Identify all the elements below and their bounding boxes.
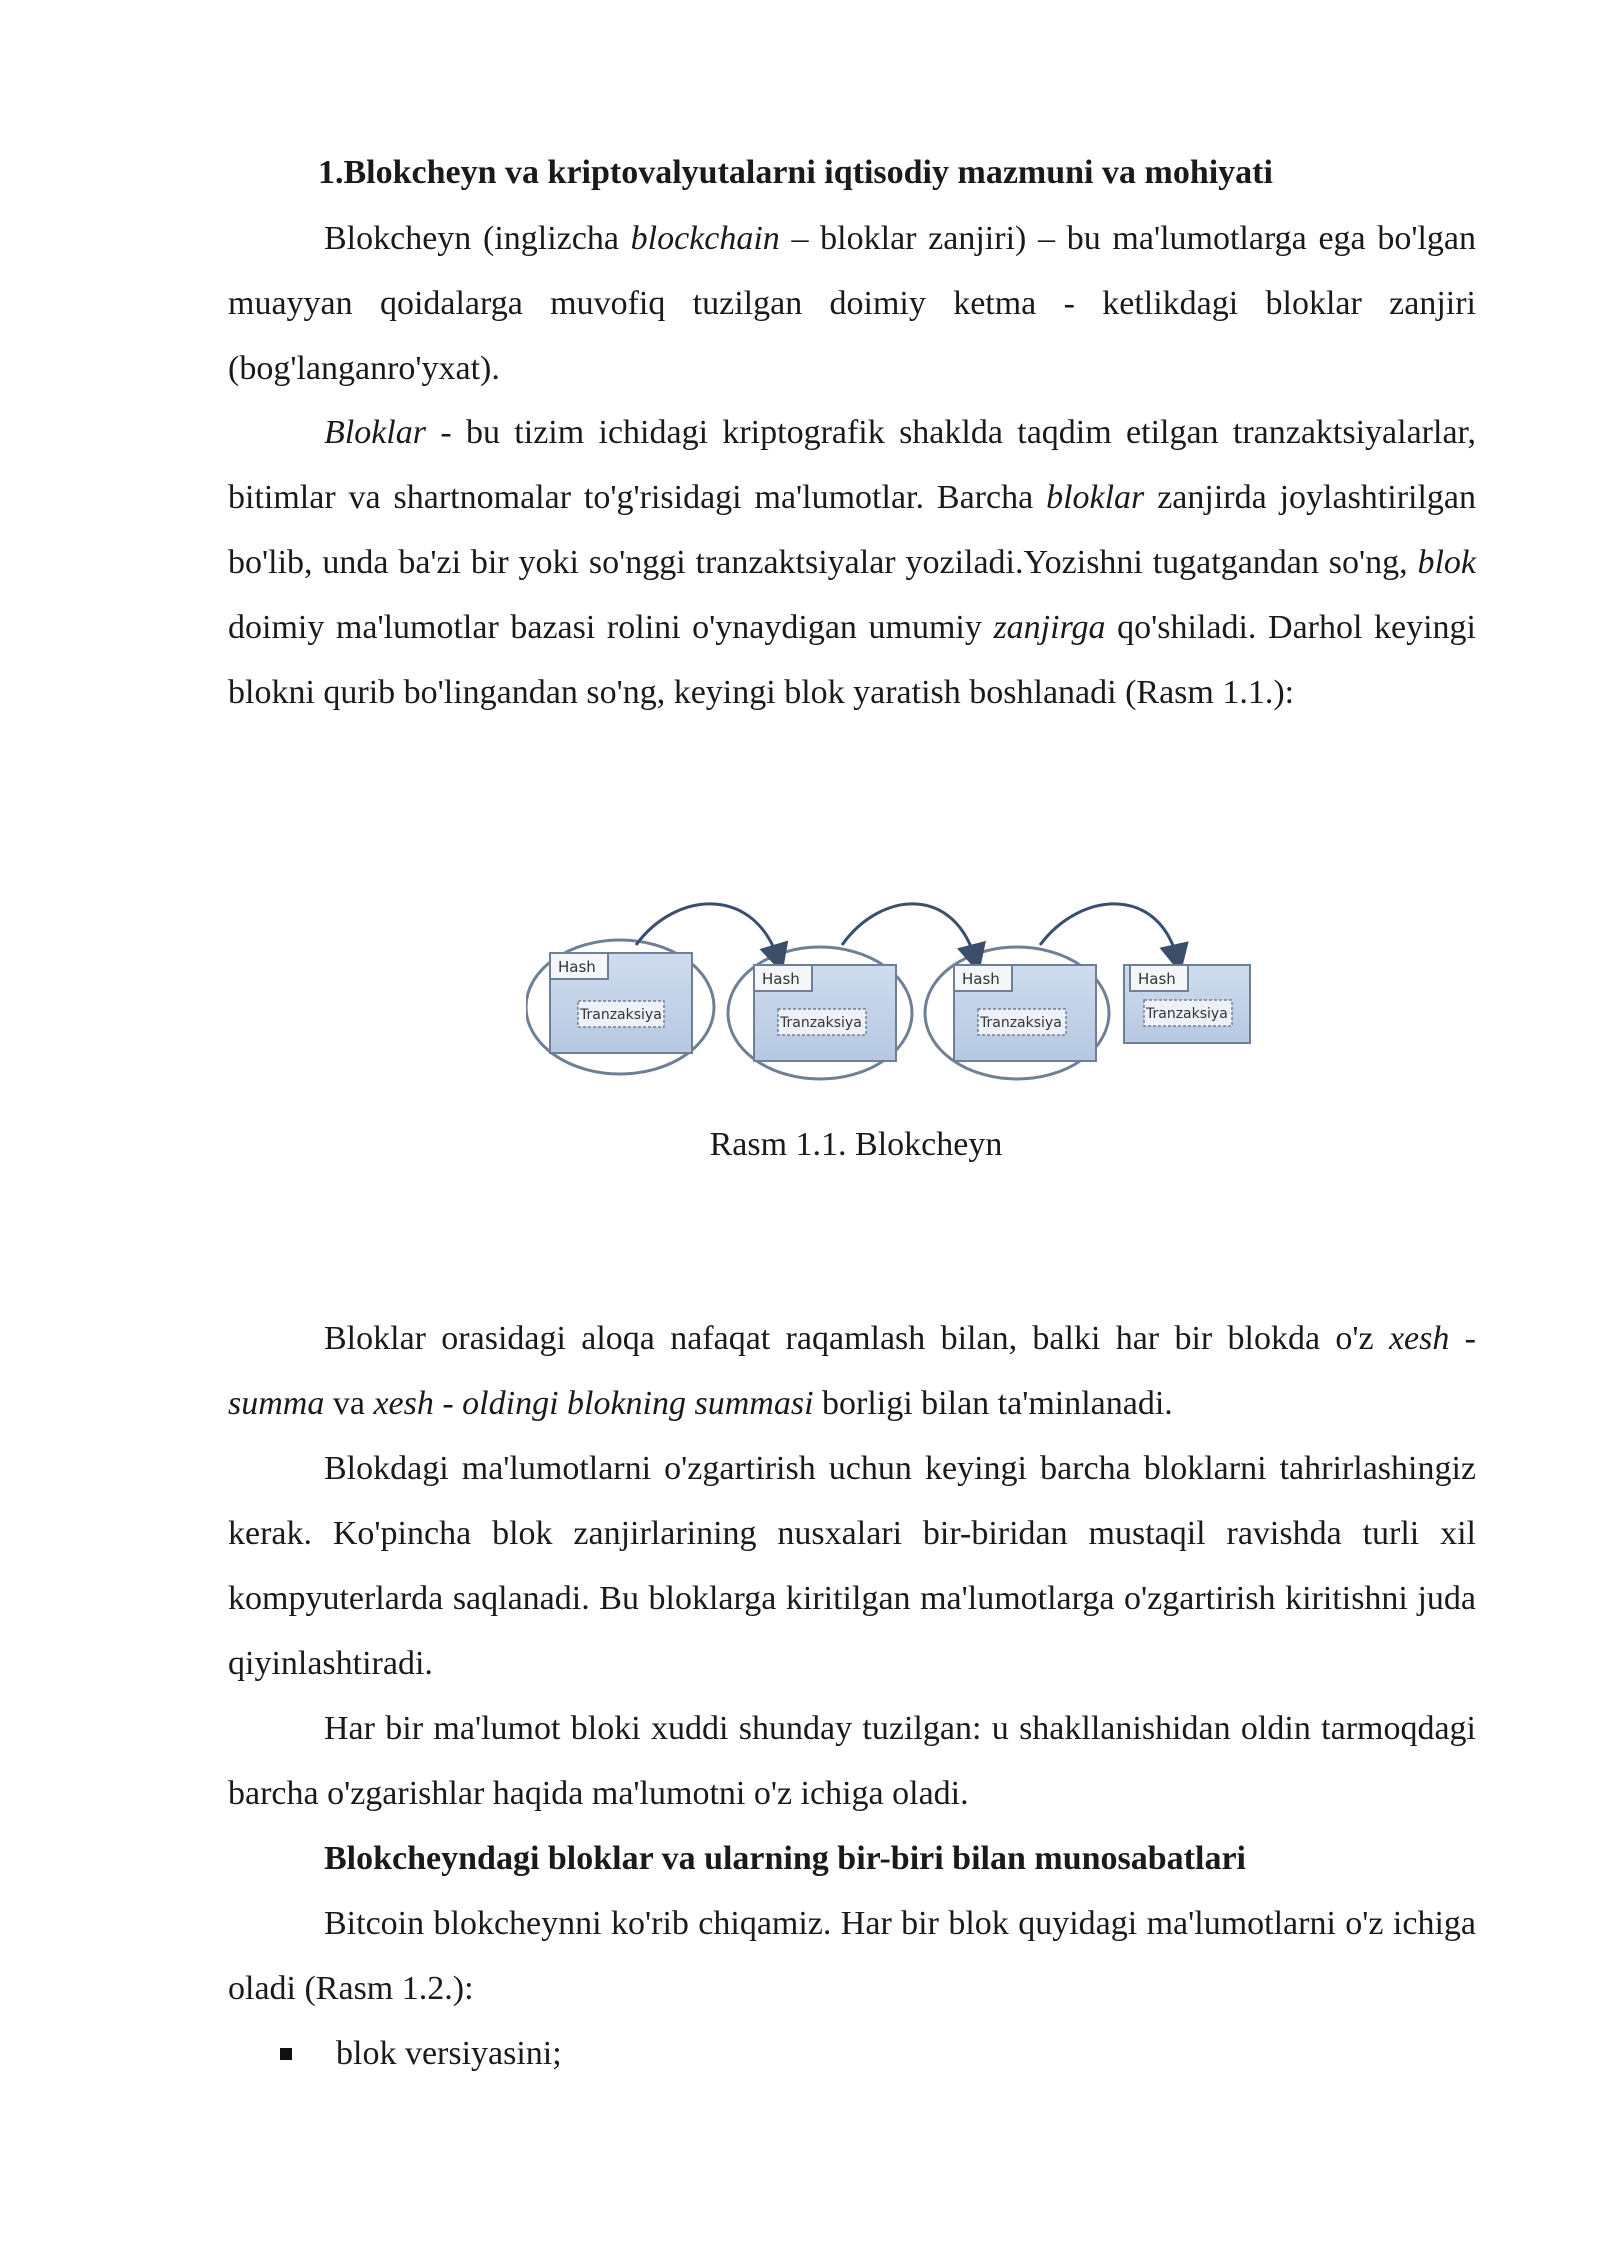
block-1 bbox=[550, 953, 692, 1053]
transaction-label: Tranzaksiya bbox=[580, 1007, 662, 1023]
transaction-label: Tranzaksiya bbox=[1146, 1006, 1228, 1022]
italic-term: blok bbox=[1417, 544, 1476, 581]
block-3 bbox=[954, 965, 1096, 1061]
section-heading: 1.Blokcheyn va kriptovalyutalarni iqtisodiy mazmuni va mohiyati bbox=[318, 154, 1273, 191]
paragraph-links bbox=[228, 1306, 1476, 1436]
text-run: va bbox=[324, 1385, 374, 1422]
paragraph-definition bbox=[228, 206, 1476, 401]
hash-label: Hash bbox=[558, 958, 596, 976]
hash-label: Hash bbox=[1138, 970, 1176, 988]
paragraph-text: Blokdagi ma'lumotlarni o'zgartirish uchun keyingi barcha bloklarni tahrirlashingiz kerak. Ko'pincha blok zanjirlarining nusxalari bir-biridan mustaqil ravishda turli xil kompyuterlarda saqlanadi. Bu bloklarga kiritilgan ma'lumotlarga o'zgartirish kiritishni juda qiyinlashtiradi. bbox=[228, 1450, 1476, 1682]
paragraph-bitcoin bbox=[228, 1891, 1476, 2021]
text-run: Bloklar orasidagi aloqa nafaqat raqamlash bilan, balki har bir blokda o'z bbox=[324, 1320, 1389, 1357]
paragraph-blocks bbox=[228, 400, 1476, 725]
text-run: borligi bilan ta'minlanadi. bbox=[813, 1385, 1173, 1422]
blockchain-figure bbox=[526, 895, 1266, 1085]
text-run: qo'shiladi. Darhol keyingi blokni qurib bo'lingandan so'ng, keyingi blok yaratish boshlanadi (Rasm 1.1.): bbox=[228, 609, 1477, 711]
text-run: doimiy ma'lumotlar bazasi rolini o'ynaydigan umumiy bbox=[228, 609, 994, 646]
italic-term: blockchain bbox=[630, 220, 780, 257]
transaction-label: Tranzaksiya bbox=[980, 1015, 1062, 1031]
italic-term: xesh - summa bbox=[228, 1320, 1476, 1422]
text-run: – bloklar zanjiri) – bu ma'lumotlarga ega bo'lgan muayyan qoidalarga muvofiq tuzilgan doimiy ketma - ketlikdagi bloklar zanjiri (bog'langanro'yxat). bbox=[228, 220, 1476, 387]
paragraph-editing bbox=[228, 1436, 1476, 1696]
text-run: Blokcheyn (inglizcha bbox=[324, 220, 631, 257]
italic-term: bloklar bbox=[1046, 479, 1145, 516]
paragraph-structure bbox=[228, 1696, 1476, 1826]
italic-term: xesh - oldingi blokning summasi bbox=[373, 1385, 814, 1422]
text-run: zanjirda joylashtirilgan bo'lib, unda ba'zi bir yoki so'nggi tranzaktsiyalar yoziladi.Yozishni tugatgandan so'ng, bbox=[228, 479, 1476, 581]
transaction-label: Tranzaksiya bbox=[780, 1015, 862, 1031]
italic-term: zanjirga bbox=[993, 609, 1106, 646]
italic-term: Bloklar bbox=[324, 414, 426, 451]
block-2 bbox=[754, 965, 896, 1061]
figure-caption: Rasm 1.1. Blokcheyn bbox=[709, 1126, 1003, 1163]
paragraph-text: Bitcoin blokcheynni ko'rib chiqamiz. Har bir blok quyidagi ma'lumotlarni o'z ichiga oladi (Rasm 1.2.): bbox=[228, 1905, 1476, 2007]
list-item-text: blok versiyasini; bbox=[336, 2035, 562, 2072]
text-run: - bu tizim ichidagi kriptografik shaklda taqdim etilgan tranzaktsiyalarlar, bitimlar va shartnomalar to'g'risidagi ma'lumotlar. Barcha bbox=[228, 414, 1476, 516]
blockchain-diagram bbox=[526, 895, 1266, 1085]
paragraph-text: Har bir ma'lumot bloki xuddi shunday tuzilgan: u shakllanishidan oldin tarmoqdagi barcha o'zgarishlar haqida ma'lumotni o'z ichiga oladi. bbox=[228, 1710, 1476, 1812]
hash-label: Hash bbox=[962, 970, 1000, 988]
block-4 bbox=[1124, 965, 1250, 1043]
hash-label: Hash bbox=[762, 970, 800, 988]
list-item bbox=[228, 2021, 562, 2086]
subsection-heading: Blokcheyndagi bloklar va ularning bir-biri bilan munosabatlari bbox=[324, 1840, 1246, 1877]
square-bullet-icon bbox=[280, 2048, 292, 2060]
